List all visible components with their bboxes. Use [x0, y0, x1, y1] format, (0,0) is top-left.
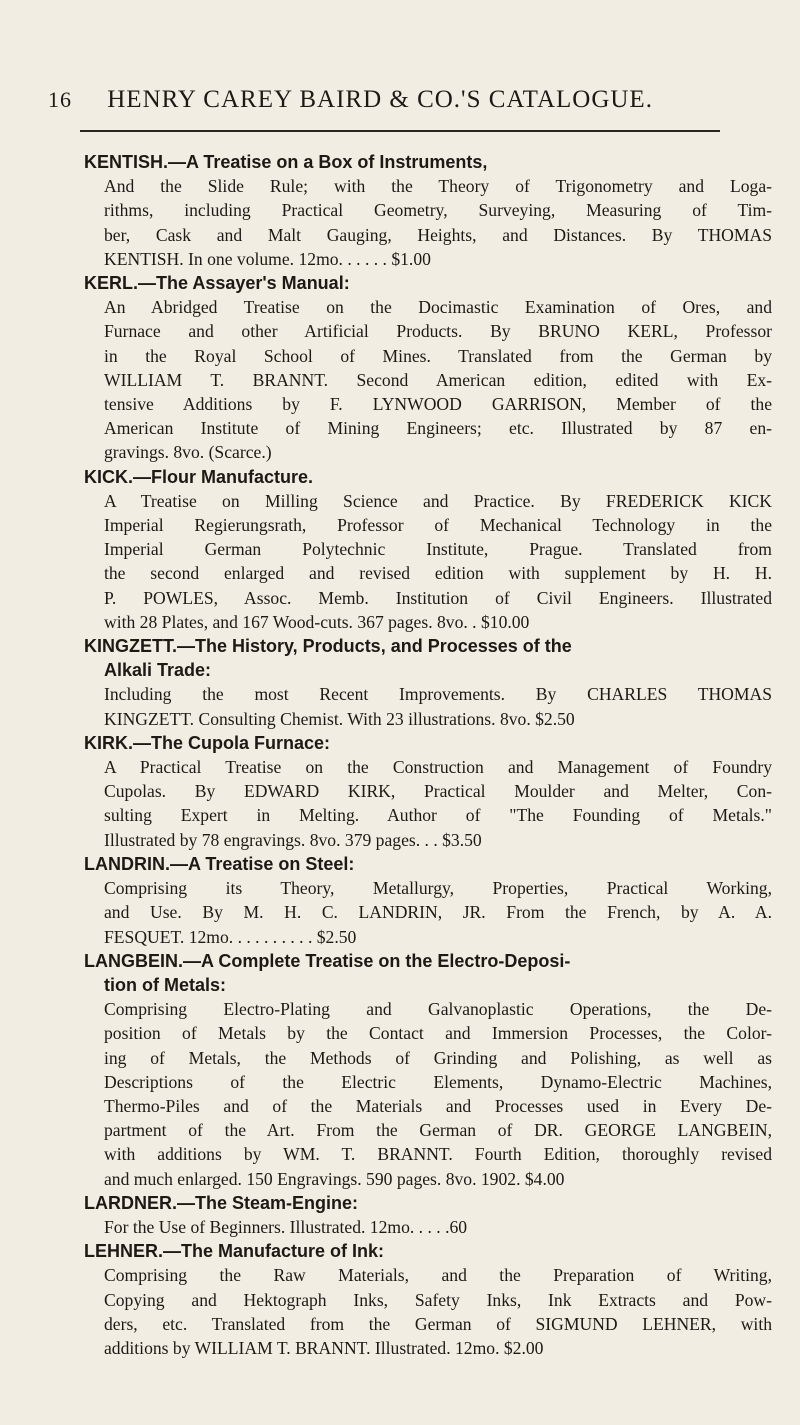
entry-heading: KENTISH.—A Treatise on a Box of Instruments,: [84, 152, 488, 172]
entry-description-line: WILLIAM T. BRANNT. Second American edition, edited with Ex-: [104, 369, 772, 390]
entry-description-line: ber, Cask and Malt Gauging, Heights, and Distances. By THOMAS: [104, 224, 772, 245]
entry-description-line: Comprising Electro-Plating and Galvanoplastic Operations, the De-: [104, 999, 772, 1020]
entry-description-line: P. POWLES, Assoc. Memb. Institution of Civil Engineers. Illustrated: [104, 587, 772, 608]
entry-description-line: Imperial German Polytechnic Institute, Prague. Translated from: [104, 539, 772, 560]
catalogue-entry-lehner: [84, 1239, 772, 1360]
entry-description-line: Copying and Hektograph Inks, Safety Inks, Ink Extracts and Pow-: [104, 1289, 772, 1310]
page-header: [48, 86, 768, 114]
entry-heading: Alkali Trade:: [104, 660, 212, 681]
entry-description-line: KENTISH. In one volume. 12mo. . . . . . $1.00: [104, 248, 431, 269]
entry-description-line: Thermo-Piles and of the Materials and Processes used in Every De-: [104, 1095, 772, 1116]
entry-description-line: with 28 Plates, and 167 Wood-cuts. 367 pages. 8vo. . $10.00: [104, 611, 530, 632]
entry-description-line: A Treatise on Milling Science and Practice. By FREDERICK KICK: [104, 490, 772, 511]
entry-description-line: Imperial Regierungsrath, Professor of Mechanical Technology in the: [104, 515, 772, 536]
catalogue-entry-langbein: [84, 949, 772, 1191]
catalogue-entries: [84, 150, 772, 1360]
catalogue-entry-kerl: [84, 271, 772, 465]
entry-description-line: A Practical Treatise on the Construction and Management of Foundry: [104, 757, 772, 778]
entry-heading: KINGZETT.—The History, Products, and Processes of the: [84, 636, 572, 657]
entry-description-line: Furnace and other Artificial Products. By BRUNO KERL, Professor: [104, 321, 772, 342]
entry-description-line: and Use. By M. H. C. LANDRIN, JR. From the French, by A. A.: [104, 902, 772, 923]
entry-heading: LANDRIN.—A Treatise on Steel:: [84, 853, 355, 874]
entry-description-line: For the Use of Beginners. Illustrated. 12mo. . . . .60: [104, 1216, 468, 1237]
entry-heading: tion of Metals:: [104, 974, 226, 995]
entry-description-line: Descriptions of the Electric Elements, Dynamo-Electric Machines,: [104, 1071, 772, 1092]
entry-heading: KERL.—The Assayer's Manual:: [84, 273, 350, 294]
entry-description-line: with additions by WM. T. BRANNT. Fourth Edition, thoroughly revised: [104, 1144, 772, 1165]
entry-description-line: the second enlarged and revised edition with supplement by H. H.: [104, 563, 772, 584]
entry-description-line: Comprising its Theory, Metallurgy, Properties, Practical Working,: [104, 878, 772, 899]
entry-description-line: gravings. 8vo. (Scarce.): [104, 442, 272, 463]
entry-heading: KICK.—Flour Manufacture.: [84, 466, 314, 487]
catalogue-entry-kick: [84, 465, 772, 634]
entry-description-line: Illustrated by 78 engravings. 8vo. 379 pages. . . $3.50: [104, 829, 482, 850]
entry-description-line: And the Slide Rule; with the Theory of Trigonometry and Loga-: [104, 176, 772, 197]
entry-description-line: Cupolas. By EDWARD KIRK, Practical Moulder and Melter, Con-: [104, 781, 772, 802]
entry-heading: KIRK.—The Cupola Furnace:: [84, 732, 331, 753]
entry-description-line: KINGZETT. Consulting Chemist. With 23 illustrations. 8vo. $2.50: [104, 708, 575, 729]
catalogue-entry-kingzett: [84, 634, 772, 731]
entry-heading: LEHNER.—The Manufacture of Ink:: [84, 1241, 385, 1262]
entry-description-line: rithms, including Practical Geometry, Surveying, Measuring of Tim-: [104, 200, 772, 221]
entry-description-line: tensive Additions by F. LYNWOOD GARRISON, Member of the: [104, 394, 772, 415]
entry-description-line: American Institute of Mining Engineers; etc. Illustrated by 87 en-: [104, 418, 772, 439]
entry-description-line: ders, etc. Translated from the German of SIGMUND LEHNER, with: [104, 1313, 772, 1334]
catalogue-entry-lardner: [84, 1191, 772, 1239]
entry-description-line: sulting Expert in Melting. Author of "The Founding of Metals.": [104, 805, 772, 826]
entry-heading: LARDNER.—The Steam-Engine:: [84, 1192, 359, 1213]
entry-description-line: Including the most Recent Improvements. By CHARLES THOMAS: [104, 684, 772, 705]
entry-description-line: An Abridged Treatise on the Docimastic Examination of Ores, and: [104, 297, 772, 318]
entry-description-line: Comprising the Raw Materials, and the Preparation of Writing,: [104, 1265, 772, 1286]
entry-description-line: position of Metals by the Contact and Immersion Processes, the Color-: [104, 1023, 772, 1044]
page-title: HENRY CAREY BAIRD & CO.'S CATALOGUE.: [107, 86, 653, 113]
entry-description-line: and much enlarged. 150 Engravings. 590 pages. 8vo. 1902. $4.00: [104, 1168, 565, 1189]
catalogue-entry-landrin: [84, 852, 772, 949]
entry-description-line: ing of Metals, the Methods of Grinding and Polishing, as well as: [104, 1047, 772, 1068]
page-number: 16: [48, 87, 72, 112]
header-rule: [80, 130, 720, 132]
entry-description-line: additions by WILLIAM T. BRANNT. Illustrated. 12mo. $2.00: [104, 1337, 544, 1358]
entry-description-line: FESQUET. 12mo. . . . . . . . . . $2.50: [104, 926, 357, 947]
entry-heading: LANGBEIN.—A Complete Treatise on the Electro-Deposi-: [84, 950, 571, 971]
entry-description-line: partment of the Art. From the German of DR. GEORGE LANGBEIN,: [104, 1120, 772, 1141]
catalogue-entry-kirk: [84, 731, 772, 852]
entry-description-line: in the Royal School of Mines. Translated from the German by: [104, 345, 772, 366]
catalogue-entry-kentish: [84, 150, 772, 271]
